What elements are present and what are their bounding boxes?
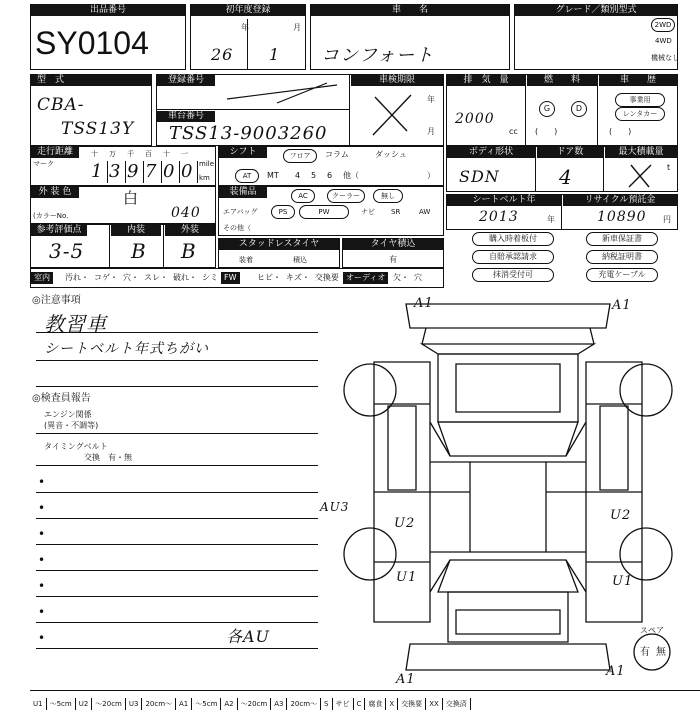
report-line [36, 544, 318, 545]
legend-item: X [386, 698, 398, 710]
mark-door-left-front: U2 [394, 516, 416, 531]
legend-item: サビ [333, 698, 354, 710]
report-line [36, 492, 318, 493]
mileage-digit-label: 百 [145, 150, 152, 158]
mileage-digit-label: 千 [127, 150, 134, 158]
audio-row-label: オーディオ [343, 272, 388, 284]
grade-none: 機械なし [651, 54, 679, 62]
mark-door-right-rear: U1 [612, 574, 634, 589]
history-label: 車 歴 [599, 75, 677, 86]
studless-box [218, 238, 340, 268]
fuel-label: 燃 料 [527, 75, 597, 86]
studless-label: スタッドレスタイヤ [219, 239, 339, 250]
inspector-label: ◎検査員報告 [32, 393, 91, 404]
legend-item: A3 [271, 698, 287, 710]
inspection-period-label: 車検期限 [351, 75, 443, 86]
shift-column-option: コラム [325, 150, 349, 159]
mileage-digit: 7 [145, 161, 162, 183]
doors-value: 4 [559, 165, 573, 189]
equipment-other: その他（ [223, 224, 251, 232]
recycle-label: リサイクル預託金 [563, 195, 677, 206]
report-line [36, 596, 318, 597]
reference-rating-value: 3-5 [49, 239, 85, 263]
tire-loaded-box [342, 238, 444, 268]
shift-box [218, 146, 444, 186]
first-registration-month: 1 [269, 45, 281, 64]
grade-label: グレード／類別型式 [515, 5, 677, 16]
equipment-airbag: エアバッグ [223, 208, 258, 216]
shift-other-close: ） [427, 171, 435, 180]
legend-item: 交換済 [443, 698, 471, 710]
legend-item: 腐食 [365, 698, 386, 710]
tax-doc: 納税証明書 [586, 250, 658, 264]
seatbelt-label: シートベルト年 [447, 195, 561, 206]
fw-condition-item: ヒビ・ [257, 273, 281, 282]
report-bullet: • [38, 631, 46, 645]
inspection-year-label: 年 [427, 95, 435, 104]
model-type-line2: TSS13Y [61, 119, 135, 139]
mileage-label: 走行距離 [31, 147, 79, 158]
mileage-mark-label: マーク [33, 160, 54, 168]
charge-cable-doc: 充電ケーブル [586, 268, 658, 282]
report-bullet: • [38, 605, 46, 619]
deregistration-doc: 抹消受付可 [472, 268, 554, 282]
spare-no: 無 [656, 647, 666, 658]
max-load-unit: t [667, 163, 671, 172]
mileage-digit: 1 [91, 161, 108, 183]
report-line [36, 570, 318, 571]
report-bullet: • [38, 527, 46, 541]
mileage-unit-km: km [199, 174, 210, 182]
history-paren: ( ) [609, 127, 632, 136]
equipment-aw: AW [419, 208, 431, 216]
body-type-value: SDN [459, 167, 500, 186]
fw-condition-item: 交換要 [314, 273, 339, 282]
report-bullet: • [38, 501, 46, 515]
rating-box [30, 224, 216, 268]
car-name-value: コンフォート [321, 45, 435, 66]
first-registration-month-label: 月 [293, 23, 301, 32]
interior-condition-item: コゲ・ [94, 273, 118, 282]
lot-number-label: 出品番号 [31, 5, 185, 16]
mileage-digit-label: 万 [109, 150, 116, 158]
studless-mounted: 装着 [239, 256, 253, 264]
registration-number-label: 登録番号 [157, 75, 215, 86]
shift-4-option: 4 [295, 171, 301, 180]
shift-at-option: AT [235, 169, 259, 183]
purchased-tag-doc: 購入時着板付 [472, 232, 554, 246]
interior-condition-item: スレ・ [144, 273, 168, 282]
inspection-strike-x [367, 91, 417, 141]
history-business-option: 事業用 [615, 93, 665, 107]
tire-loaded-label: タイヤ積込 [343, 239, 443, 250]
mileage-digit: 9 [127, 161, 144, 183]
max-load-strike [625, 161, 655, 191]
legend-item: 〜20cm [92, 698, 126, 710]
recycle-value: 10890 [597, 209, 647, 225]
interior-value: B [131, 239, 147, 263]
mark-front-left: A1 [414, 296, 434, 311]
reference-rating-label: 参考評価点 [31, 225, 87, 236]
spec-box [446, 74, 678, 146]
timing-label: タイミングベルト [44, 442, 108, 451]
engine-sub: (異音・不調等) [44, 421, 99, 430]
report-bullet: • [38, 553, 46, 567]
equipment-navi: ナビ [361, 208, 375, 216]
warranty-doc: 新車保証書 [586, 232, 658, 246]
history-rental-option: レンタカー [615, 107, 665, 121]
spare-label: スペア [640, 626, 664, 635]
shift-5-option: 5 [311, 171, 317, 180]
fuel-d-option: D [571, 101, 587, 117]
equipment-none: 無し [373, 189, 403, 203]
mileage-digit-label: 一 [181, 150, 188, 158]
lot-number-box [30, 4, 186, 70]
exterior-value: B [181, 239, 197, 263]
color-code-value: 040 [171, 205, 201, 221]
legend-item: C [354, 698, 366, 710]
car-name-box [310, 4, 510, 70]
color-code-label: (カラーNo. [33, 212, 69, 220]
legend-item: 交換要 [398, 698, 426, 710]
max-load-label: 最大積載量 [605, 147, 677, 158]
legend-item: U3 [126, 698, 143, 710]
first-registration-year-label: 年 [241, 23, 249, 32]
report-line [36, 518, 318, 519]
first-registration-label: 初年度登録 [191, 5, 305, 16]
exterior-color-label: 外 装 色 [31, 187, 79, 198]
recycle-unit: 円 [663, 215, 671, 224]
mileage-digit: 3 [109, 161, 126, 183]
mileage-box [30, 146, 216, 186]
shift-floor-option: フロア [283, 149, 317, 163]
audio-condition-item: 穴 [414, 273, 422, 282]
first-registration-year: 26 [211, 45, 234, 64]
report-line [36, 622, 318, 623]
inspection-month-label: 月 [427, 127, 435, 136]
seatbelt-value: 2013 [479, 209, 519, 225]
fuel-paren: ( ) [535, 127, 558, 136]
equipment-ps: PS [271, 205, 295, 219]
mileage-unit-mile: mile [199, 160, 215, 168]
equipment-ac: AC [291, 189, 315, 203]
report-bullet: • [38, 475, 46, 489]
mark-door-left-rear: U1 [396, 570, 418, 585]
doors-label: ドア数 [537, 147, 603, 158]
interior-label: 内装 [111, 225, 161, 236]
interior-row-label: 室内 [31, 272, 53, 284]
model-type-box [30, 74, 152, 146]
equipment-pw: PW [299, 205, 349, 219]
shift-dash-option: ダッシュ [375, 150, 407, 159]
legend-strip [30, 690, 700, 708]
model-type-label: 型 式 [31, 75, 151, 86]
interior-condition-item: 穴・ [123, 273, 139, 282]
fw-condition-item: キズ・ [286, 273, 310, 282]
legend-item: A1 [176, 698, 192, 710]
seatbelt-unit: 年 [547, 215, 555, 224]
report-bullet: • [38, 579, 46, 593]
legend-item: 〜20cm [238, 698, 272, 710]
spare-yes: 有 [640, 647, 650, 658]
interior-condition-item: 汚れ・ [65, 273, 89, 282]
body-box [446, 146, 678, 192]
fw-row-label: FW [221, 272, 240, 284]
exterior-color-value: 白 [123, 189, 140, 207]
mileage-digit: 0 [163, 161, 180, 183]
engine-label: エンジン関係 [44, 410, 92, 419]
displacement-unit: cc [509, 127, 518, 136]
model-type-line1: CBA- [37, 95, 85, 115]
legend-item: 20cm〜 [287, 698, 321, 710]
car-name-label: 車 名 [311, 5, 509, 16]
notes-label: ◎注意事項 [32, 295, 81, 306]
grade-2wd: 2WD [651, 18, 675, 32]
shift-other-option: 他（ [343, 171, 359, 180]
displacement-value: 2000 [455, 111, 495, 127]
equipment-sr: SR [391, 208, 401, 216]
mileage-digit-label: 十 [163, 150, 170, 158]
legend-item: S [321, 698, 332, 710]
shift-mt-option: MT [267, 171, 279, 180]
shift-label: シフト [219, 147, 267, 158]
color-box [30, 186, 216, 224]
report-line [36, 648, 318, 649]
timing-sub: 交換 有・無 [84, 453, 132, 462]
tire-loaded-value: 有 [389, 255, 397, 264]
studless-loaded: 積込 [293, 256, 307, 264]
seatbelt-box [446, 194, 678, 230]
first-registration-box [190, 4, 306, 70]
mark-front-right: A1 [612, 298, 632, 313]
notes-line2: シートベルト年式ちがい [44, 341, 209, 357]
chassis-number-label: 車台番号 [157, 111, 215, 122]
registration-strike [217, 79, 347, 109]
condition-row [30, 268, 444, 288]
chassis-number-value: TSS13-9003260 [169, 123, 328, 144]
legend-item: 〜5cm [47, 698, 76, 710]
legend-item: 〜5cm [192, 698, 221, 710]
audio-condition-item: 欠・ [393, 273, 409, 282]
notes-line1: 教習車 [44, 312, 107, 336]
self-test-doc: 自賠承認請求 [472, 250, 554, 264]
exterior-label: 外装 [165, 225, 215, 236]
inspector-note: 各AU [226, 627, 271, 646]
mark-side-left: AU3 [320, 500, 350, 514]
shift-6-option: 6 [327, 171, 333, 180]
grade-box [514, 4, 678, 70]
body-type-label: ボディ形状 [447, 147, 535, 158]
legend-item: XX [426, 698, 443, 710]
mark-rear-left: A1 [396, 672, 416, 687]
legend-item: U2 [76, 698, 93, 710]
legend-item: A2 [221, 698, 237, 710]
lot-number-value: SY0104 [35, 25, 149, 61]
mark-door-right-front: U2 [610, 508, 632, 523]
mark-rear-right: A1 [606, 664, 626, 679]
displacement-label: 排 気 量 [447, 75, 525, 86]
legend-item: 20cm〜 [142, 698, 176, 710]
mileage-digit: 0 [181, 161, 198, 183]
registration-box [156, 74, 444, 146]
fuel-g-option: G [539, 101, 555, 117]
equipment-cooler: クーラー [327, 189, 365, 203]
equipment-box [218, 186, 444, 236]
interior-condition-item: 破れ・ [173, 273, 197, 282]
equipment-label: 装備品 [219, 187, 267, 198]
legend-item: U1 [30, 698, 47, 710]
mileage-digit-label: 十 [91, 150, 98, 158]
grade-4wd: 4WD [655, 37, 672, 45]
interior-condition-item: シミ [202, 273, 218, 282]
